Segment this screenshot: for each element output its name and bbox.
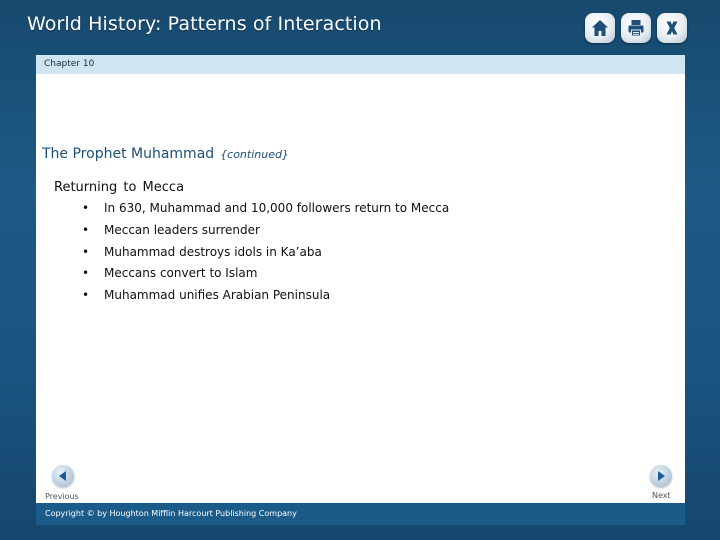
bullet-text: In 630, Muhammad and 10,000 followers return to Mecca bbox=[104, 201, 450, 215]
next-button[interactable] bbox=[650, 465, 672, 487]
bullet-text: Muhammad destroys idols in Ka’aba bbox=[104, 244, 322, 259]
bullet-item bbox=[82, 201, 449, 223]
bullet-icon: • bbox=[82, 288, 90, 303]
slide-content bbox=[36, 74, 685, 503]
printer-icon bbox=[626, 18, 646, 38]
bullet-icon: • bbox=[82, 201, 90, 215]
copyright-text: Copyright © by Houghton Mifflin Harcourt Publishing Company bbox=[45, 509, 297, 518]
bullet-item bbox=[82, 288, 449, 310]
left-arrow-icon bbox=[57, 467, 69, 486]
bullet-icon: • bbox=[82, 222, 90, 237]
close-icon bbox=[662, 18, 682, 38]
bullet-item bbox=[82, 245, 449, 267]
right-arrow-icon bbox=[655, 467, 667, 486]
bullet-icon: • bbox=[82, 266, 90, 281]
section-heading: Returning to Mecca bbox=[54, 180, 185, 195]
app-title: World History: Patterns of Interaction bbox=[27, 13, 382, 35]
slide-title-text: The Prophet Muhammad bbox=[42, 146, 215, 162]
bullet-item bbox=[82, 266, 449, 288]
home-button[interactable] bbox=[585, 13, 615, 43]
print-button[interactable] bbox=[621, 13, 651, 43]
footer-bar bbox=[36, 503, 685, 525]
bullet-text: Meccans convert to Islam bbox=[104, 266, 258, 281]
bullet-item bbox=[82, 223, 449, 245]
slide-subtitle: {continued} bbox=[220, 148, 289, 161]
bullet-text: Meccan leaders surrender bbox=[104, 222, 260, 237]
bullet-icon: • bbox=[82, 244, 90, 259]
bullet-list bbox=[82, 201, 449, 310]
next-label[interactable]: Next bbox=[652, 491, 671, 500]
previous-button[interactable] bbox=[52, 465, 74, 487]
previous-label[interactable]: Previous bbox=[45, 492, 79, 501]
home-icon bbox=[590, 18, 610, 38]
chapter-label: Chapter 10 bbox=[44, 59, 95, 69]
chapter-bar bbox=[36, 55, 685, 74]
close-button[interactable] bbox=[657, 13, 687, 43]
slide-title bbox=[42, 146, 289, 162]
bullet-text: Muhammad unifies Arabian Peninsula bbox=[104, 288, 331, 303]
